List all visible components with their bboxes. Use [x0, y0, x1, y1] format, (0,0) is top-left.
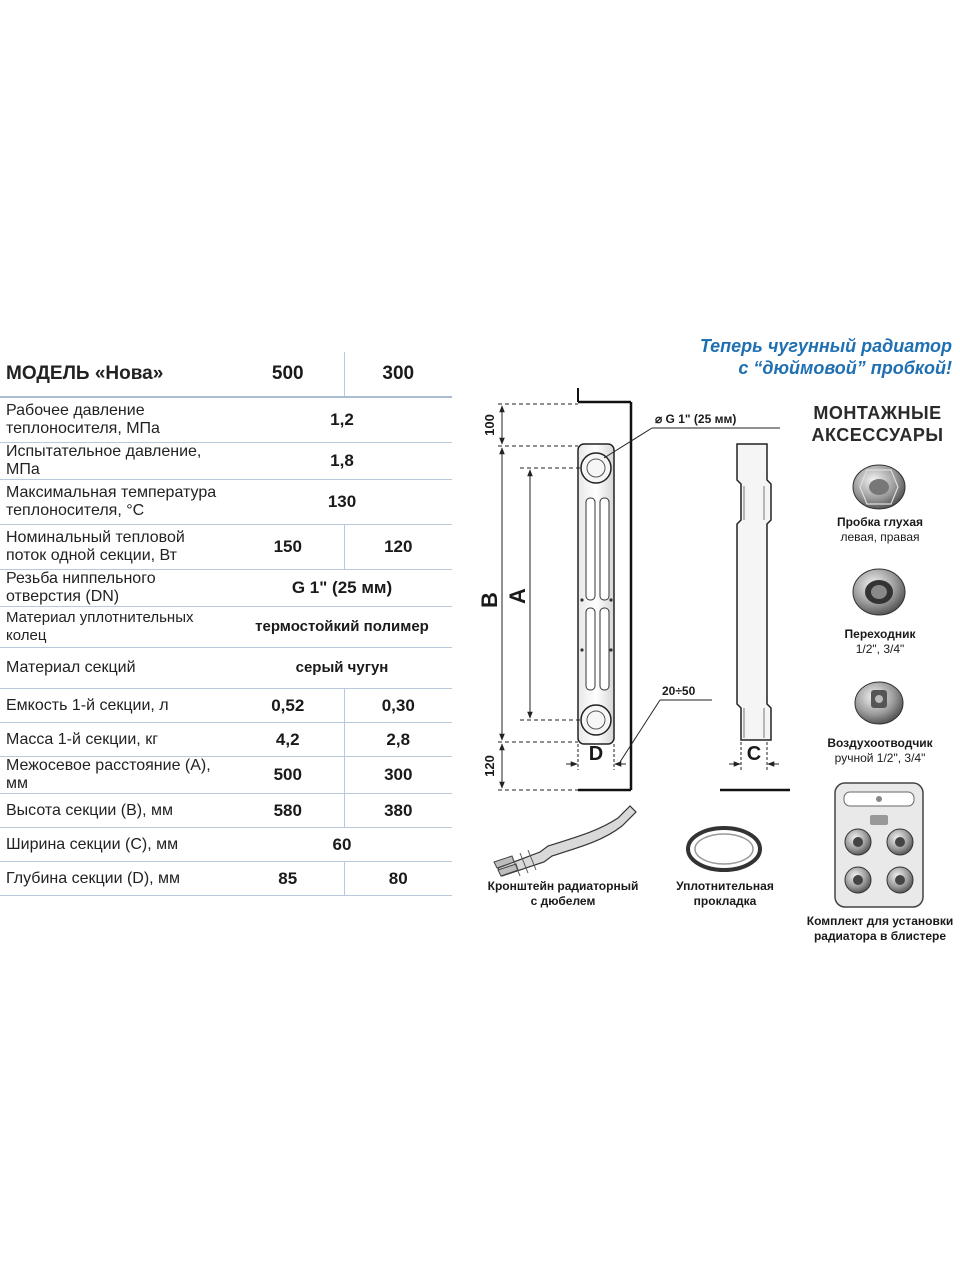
- row-label: Номинальный тепловой поток одной секции, Вт: [0, 525, 232, 570]
- blind-plug-name: Пробка глухая: [836, 515, 924, 529]
- blind-plug-label: [810, 515, 950, 545]
- slogan-line-2: с “дюймовой” пробкой!: [738, 358, 952, 378]
- blister-kit-name: Комплект для установки: [806, 914, 954, 928]
- row-value: серый чугун: [232, 648, 452, 689]
- adapter-name: Переходник: [844, 627, 916, 641]
- row-value-500: 85: [232, 862, 344, 896]
- row-label: Масса 1-й секции, кг: [0, 723, 232, 757]
- gap-range: 20÷50: [662, 684, 696, 698]
- gasket-caption: [668, 879, 782, 909]
- blind-plug-icon: [853, 465, 905, 509]
- row-label: Глубина секции (D), мм: [0, 862, 232, 896]
- column-500-header: 500: [232, 352, 344, 397]
- row-value-300: 80: [344, 862, 452, 896]
- row-label: Рабочее давление теплоносителя, МПа: [0, 397, 232, 443]
- air-vent-detail: ручной 1/2", 3/4": [834, 751, 926, 765]
- slogan-line-1: Теперь чугунный радиатор: [699, 336, 952, 356]
- row-value: 1,2: [232, 397, 452, 443]
- blind-plug-detail: левая, правая: [840, 530, 920, 544]
- blister-kit-detail: радиатора в блистере: [813, 929, 947, 943]
- bracket-caption-line-2: с дюбелем: [530, 894, 596, 908]
- row-value-500: 150: [232, 525, 344, 570]
- dim-c: C: [746, 743, 762, 765]
- bracket-caption-line-1: Кронштейн радиаторный: [487, 879, 639, 893]
- row-value: 60: [232, 828, 452, 862]
- row-value: 1,8: [232, 443, 452, 480]
- gasket-caption-line-2: прокладка: [693, 894, 757, 908]
- dimension-labels: [477, 412, 761, 777]
- row-value-500: 0,52: [232, 689, 344, 723]
- row-value: G 1" (25 мм): [232, 570, 452, 607]
- bracket-with-dowel: [494, 806, 636, 876]
- row-label: Межосевое расстояние (А), мм: [0, 757, 232, 794]
- row-value-500: 500: [232, 757, 344, 794]
- row-label: Испытательное давление, МПа: [0, 443, 232, 480]
- row-value-300: 300: [344, 757, 452, 794]
- model-title: МОДЕЛЬ «Нова»: [0, 352, 232, 397]
- row-label: Максимальная температура теплоносителя, °С: [0, 480, 232, 525]
- row-label: Высота секции (В), мм: [0, 794, 232, 828]
- row-value-300: 0,30: [344, 689, 452, 723]
- row-value-300: 380: [344, 794, 452, 828]
- row-label: Ширина секции (С), мм: [0, 828, 232, 862]
- row-label: Материал секций: [0, 648, 232, 689]
- adapter-icon: [853, 569, 905, 615]
- accessories-title-line-2: АКСЕССУАРЫ: [811, 425, 944, 445]
- accessories-title-line-1: МОНТАЖНЫЕ: [813, 403, 942, 423]
- dim-a: A: [505, 588, 530, 604]
- adapter-label: [810, 627, 950, 657]
- row-label: Резьба ниппельного отверстия (DN): [0, 570, 232, 607]
- radiator-section-side: [720, 444, 790, 790]
- adapter-detail: 1/2", 3/4": [855, 642, 905, 656]
- thread-size: ⌀ G 1" (25 мм): [655, 412, 737, 426]
- radiator-section-front: [578, 444, 614, 744]
- dim-120: 120: [482, 755, 497, 777]
- row-value-500: 580: [232, 794, 344, 828]
- row-label: Материал уплотнительных колец: [0, 607, 232, 648]
- gasket-ring: [688, 828, 760, 870]
- row-label: Емкость 1-й секции, л: [0, 689, 232, 723]
- column-300-header: 300: [344, 352, 452, 397]
- air-vent-label: [805, 736, 955, 766]
- row-value-300: 120: [344, 525, 452, 570]
- blister-kit-label: [800, 914, 960, 944]
- row-value: термостойкий полимер: [232, 607, 452, 648]
- dim-100: 100: [482, 414, 497, 436]
- row-value-500: 4,2: [232, 723, 344, 757]
- air-vent-icon: [855, 682, 903, 724]
- row-value-300: 2,8: [344, 723, 452, 757]
- gasket-caption-line-1: Уплотнительная: [676, 879, 774, 893]
- dim-b: B: [477, 592, 502, 608]
- blister-kit-icon: [835, 783, 923, 907]
- air-vent-name: Воздухоотводчик: [827, 736, 933, 750]
- row-value: 130: [232, 480, 452, 525]
- bracket-caption: [478, 879, 648, 909]
- dim-d: D: [588, 743, 604, 765]
